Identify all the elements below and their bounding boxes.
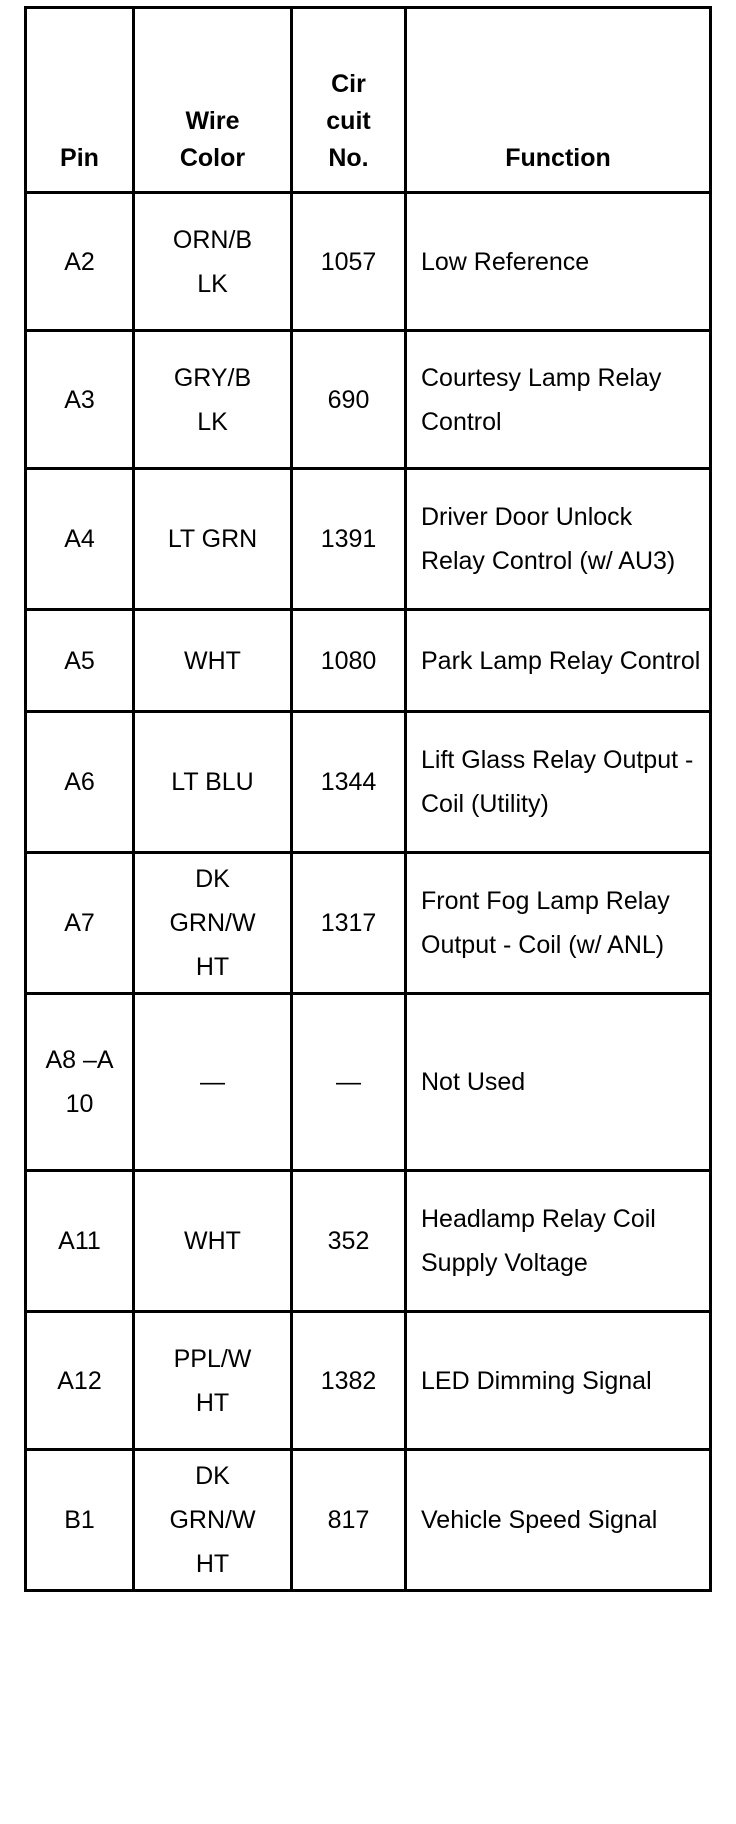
pin-cell: [26, 994, 134, 1171]
pin-cell: [26, 331, 134, 469]
header-wire-color-label: Wire Color: [179, 107, 246, 172]
table-row: [26, 610, 711, 712]
wire-color-cell: [134, 712, 292, 853]
connector-pinout-table: [24, 6, 712, 1592]
header-pin: [26, 8, 134, 193]
table-row: [26, 331, 711, 469]
pin-value: A2: [64, 247, 95, 276]
circuit-value: 352: [327, 1227, 370, 1255]
wire-color-value: LT GRN: [167, 525, 258, 553]
wire-color-value: ORN/B LK: [172, 225, 253, 298]
header-circuit-no: [292, 8, 406, 193]
header-function: [406, 8, 711, 193]
circuit-cell: [292, 610, 406, 712]
circuit-cell: [292, 994, 406, 1171]
wire-color-value: WHT: [184, 646, 241, 675]
pin-value: A11: [58, 1227, 101, 1255]
header-row: [26, 8, 711, 193]
table-body: [26, 193, 711, 1591]
function-value: Lift Glass Relay Output - Coil (Utility): [421, 746, 694, 818]
function-value: Vehicle Speed Signal: [421, 1506, 658, 1534]
wire-color-value: GRY/B LK: [173, 363, 252, 436]
table-header: [26, 8, 711, 193]
function-value: Park Lamp Relay Control: [421, 646, 701, 675]
circuit-cell: [292, 1450, 406, 1591]
pin-cell: [26, 1312, 134, 1450]
wire-color-value: —: [200, 1068, 225, 1096]
table-row: [26, 1450, 711, 1591]
pin-cell: [26, 610, 134, 712]
wire-color-cell: [134, 994, 292, 1171]
circuit-value: 1391: [320, 525, 377, 553]
pin-cell: [26, 1450, 134, 1591]
pin-value: A6: [64, 768, 95, 796]
header-circuit-no-label: Cir cuit No.: [326, 70, 371, 172]
wire-color-cell: [134, 469, 292, 610]
function-value: Courtesy Lamp Relay Control: [421, 363, 662, 436]
header-pin-label: Pin: [60, 144, 99, 172]
circuit-value: 817: [327, 1506, 370, 1534]
pin-value: A12: [57, 1366, 102, 1395]
wire-color-cell: [134, 1450, 292, 1591]
pin-value: A5: [64, 646, 95, 675]
wire-color-value: DK GRN/W HT: [169, 1462, 256, 1578]
wire-color-cell: [134, 1312, 292, 1450]
circuit-value: —: [336, 1068, 361, 1096]
circuit-cell: [292, 331, 406, 469]
circuit-cell: [292, 1171, 406, 1312]
pin-value: A8 –A 10: [45, 1046, 114, 1118]
table-row: [26, 712, 711, 853]
pin-cell: [26, 193, 134, 331]
circuit-value: 1057: [320, 247, 377, 276]
wire-color-cell: [134, 1171, 292, 1312]
function-cell: [406, 469, 711, 610]
function-value: LED Dimming Signal: [421, 1366, 652, 1395]
table-row: [26, 469, 711, 610]
function-value: Headlamp Relay Coil Supply Voltage: [421, 1205, 656, 1277]
function-cell: [406, 853, 711, 994]
function-cell: [406, 712, 711, 853]
header-wire-color: [134, 8, 292, 193]
pin-value: B1: [64, 1506, 95, 1534]
table-row: [26, 853, 711, 994]
wire-color-cell: [134, 193, 292, 331]
pin-value: A4: [64, 525, 95, 553]
function-value: Not Used: [421, 1068, 526, 1096]
wire-color-cell: [134, 853, 292, 994]
circuit-value: 690: [327, 385, 370, 414]
table-row: [26, 1171, 711, 1312]
table-row: [26, 994, 711, 1171]
function-cell: [406, 1450, 711, 1591]
function-cell: [406, 994, 711, 1171]
wire-color-cell: [134, 331, 292, 469]
wire-color-value: PPL/W HT: [173, 1344, 252, 1417]
circuit-cell: [292, 853, 406, 994]
wire-color-value: WHT: [184, 1227, 241, 1255]
function-value: Low Reference: [421, 247, 590, 276]
circuit-cell: [292, 193, 406, 331]
circuit-cell: [292, 1312, 406, 1450]
table-row: [26, 193, 711, 331]
function-value: Front Fog Lamp Relay Output - Coil (w/ ANL): [421, 887, 670, 959]
circuit-cell: [292, 712, 406, 853]
circuit-value: 1382: [320, 1366, 377, 1395]
circuit-value: 1080: [320, 646, 377, 675]
pin-cell: [26, 469, 134, 610]
function-cell: [406, 1171, 711, 1312]
function-cell: [406, 331, 711, 469]
function-cell: [406, 610, 711, 712]
wire-color-value: DK GRN/W HT: [169, 865, 256, 981]
circuit-cell: [292, 469, 406, 610]
circuit-value: 1317: [320, 909, 377, 937]
table-row: [26, 1312, 711, 1450]
function-cell: [406, 1312, 711, 1450]
pin-value: A7: [64, 909, 95, 937]
wire-color-cell: [134, 610, 292, 712]
pin-cell: [26, 1171, 134, 1312]
pin-cell: [26, 853, 134, 994]
pin-cell: [26, 712, 134, 853]
function-value: Driver Door Unlock Relay Control (w/ AU3): [421, 503, 676, 575]
wire-color-value: LT BLU: [171, 768, 254, 796]
function-cell: [406, 193, 711, 331]
pin-value: A3: [64, 385, 95, 414]
circuit-value: 1344: [320, 768, 377, 796]
header-function-label: Function: [505, 144, 611, 172]
